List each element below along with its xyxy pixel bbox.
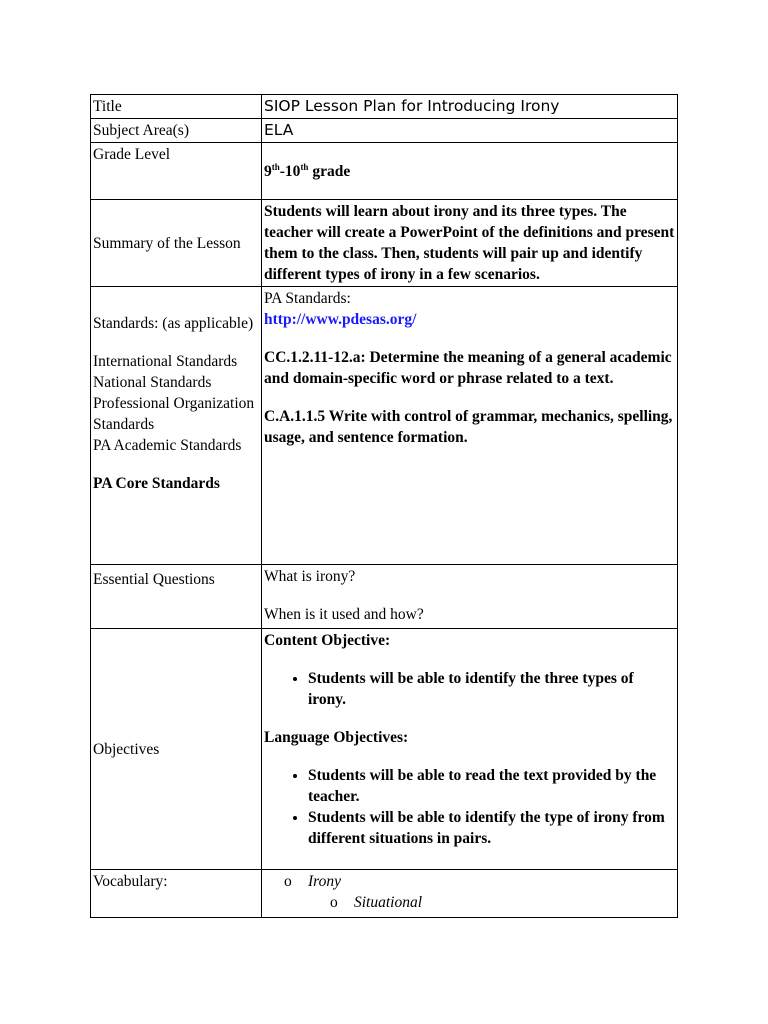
grade-b: grade xyxy=(308,162,351,180)
subject-label: Subject Area(s) xyxy=(91,119,262,143)
standard-2-code: C.A.1.1.5 xyxy=(264,408,326,425)
vocabulary-subitem: Situational xyxy=(354,894,423,911)
grade-sup-b: th xyxy=(300,161,309,172)
table-row xyxy=(91,95,678,119)
pdesas-link[interactable]: http://www.pdesas.org/ xyxy=(264,311,417,328)
table-row xyxy=(91,629,678,870)
standard-2-text: Write with control of grammar, mechanics, spelling, usage, and sentence formation. xyxy=(264,408,673,446)
title-label: Title xyxy=(91,95,262,119)
grade-label: Grade Level xyxy=(91,143,262,200)
standards-label-6: PA Core Standards xyxy=(93,475,220,492)
table-row xyxy=(91,200,678,287)
grade-dash: -10 xyxy=(279,162,301,180)
table-row xyxy=(91,870,678,918)
vocabulary-value-cell xyxy=(262,870,678,918)
vocabulary-list xyxy=(264,871,675,913)
vocabulary-item: Irony xyxy=(308,873,341,890)
objectives-value-cell xyxy=(262,629,678,870)
vocabulary-label: Vocabulary: xyxy=(91,870,262,918)
grade-value xyxy=(262,143,678,200)
summary-value: Students will learn about irony and its three types. The teacher will create a PowerPoint of the definitions and present them to the class. Then, students will pair up and identify different types of irony in a few scenarios. xyxy=(262,200,678,287)
summary-label: Summary of the Lesson xyxy=(91,200,262,287)
content-objective-heading: Content Objective: xyxy=(264,632,391,649)
lesson-plan-table xyxy=(90,94,678,918)
objectives-label: Objectives xyxy=(91,629,262,870)
essential-label: Essential Questions xyxy=(93,571,215,588)
subject-value: ELA xyxy=(262,119,678,143)
vocabulary-sublist xyxy=(308,892,675,913)
standards-label-5: PA Academic Standards xyxy=(93,437,242,454)
standard-2 xyxy=(264,406,675,448)
essential-q1: What is irony? xyxy=(264,568,356,585)
standards-label-cell xyxy=(91,287,262,565)
standards-label-3: National Standards xyxy=(93,374,212,391)
standards-label-2: International Standards xyxy=(93,353,238,370)
table-row xyxy=(91,287,678,565)
list-item: • Students will be able to identify the three types of irony. xyxy=(308,668,675,710)
language-objectives-heading: Language Objectives: xyxy=(264,729,409,746)
language-objective-list xyxy=(264,765,675,849)
standard-1 xyxy=(264,347,675,389)
standards-label-1: Standards: (as applicable) xyxy=(93,315,254,332)
content-objective-list xyxy=(264,668,675,710)
table-row xyxy=(91,119,678,143)
essential-value-cell xyxy=(262,565,678,629)
grade-a: 9 xyxy=(264,162,272,180)
table-row xyxy=(91,143,678,200)
list-item: • Students will be able to identify the type of irony from different situations in pairs. xyxy=(308,807,675,849)
grade-sup-a: th xyxy=(271,161,280,172)
list-item xyxy=(354,892,675,913)
essential-label-cell xyxy=(91,565,262,629)
list-item xyxy=(308,871,675,913)
title-value: SIOP Lesson Plan for Introducing Irony xyxy=(262,95,678,119)
essential-q2: When is it used and how? xyxy=(264,606,424,623)
standard-1-code: CC.1.2.11-12.a xyxy=(264,349,361,366)
standards-label-4: Professional Organization Standards xyxy=(93,395,255,433)
pa-standards-heading: PA Standards: xyxy=(264,290,351,307)
table-row xyxy=(91,565,678,629)
standards-value-cell xyxy=(262,287,678,565)
standard-1-text: : Determine the meaning of a general academic and domain-specific word or phrase related to a text. xyxy=(264,349,672,387)
list-item: • Students will be able to read the text provided by the teacher. xyxy=(308,765,675,807)
